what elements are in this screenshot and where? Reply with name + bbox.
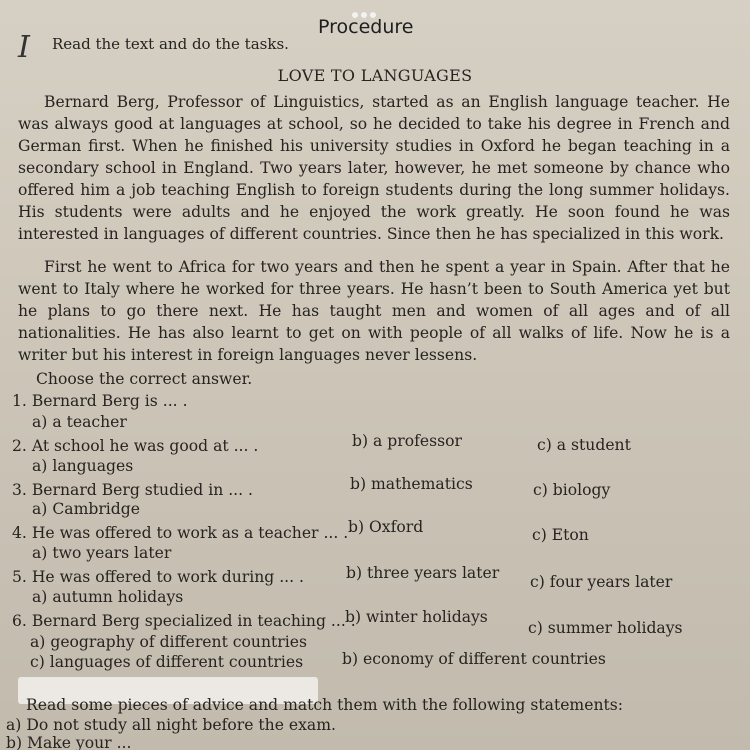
option-1b: b) a professor [352, 432, 462, 450]
option-2c: c) biology [533, 481, 611, 499]
option-5c: c) summer holidays [528, 619, 683, 637]
quiz-instruction: Choose the correct answer. [36, 370, 253, 388]
option-6a: a) geography of different countries [30, 633, 307, 651]
next-task-instruction: Read some pieces of advice and match them with the following statements: [26, 696, 624, 714]
option-2b: b) mathematics [350, 475, 473, 493]
question-2: 2. At school he was good at ... . [12, 437, 259, 455]
text-paragraph: Bernard Berg, Professor of Linguistics, started as an English language teacher. He was always good at languages at school, so he decided to take his degree in French and German first. When he finished his university studies in Oxford he began teaching in a secondary school in England. Two years later, however, he met someone by chance who offered him a job teaching English to foreign students during the long summer holidays. His students were adults and he enjoyed the work greatly. He soon found he was interested in languages of different countries. Since then he has specialized in this work. [18, 93, 730, 243]
option-4a: a) two years later [32, 544, 172, 562]
question-3: 3. Bernard Berg studied in ... . [12, 481, 254, 499]
advice-item-b: b) Make your ... [6, 734, 132, 750]
option-4c: c) four years later [530, 573, 673, 591]
option-2a: a) languages [32, 457, 134, 475]
text-heading: LOVE TO LANGUAGES [277, 66, 473, 85]
question-5: 5. He was offered to work during ... . [12, 568, 304, 586]
option-5b: b) winter holidays [345, 608, 488, 626]
option-3b: b) Oxford [348, 518, 424, 536]
app-title: Procedure [318, 16, 414, 38]
advice-item-a: a) Do not study all night before the exam. [6, 716, 336, 734]
question-1: 1. Bernard Berg is ... . [12, 392, 188, 410]
task-instruction: Read the text and do the tasks. [52, 35, 289, 53]
option-3c: c) Eton [532, 526, 589, 544]
task-number: I [18, 30, 30, 65]
option-6b: b) economy of different countries [342, 650, 606, 668]
option-3a: a) Cambridge [32, 500, 140, 518]
option-5a: a) autumn holidays [32, 588, 184, 606]
question-4: 4. He was offered to work as a teacher ... . [12, 524, 349, 542]
option-4b: b) three years later [346, 564, 500, 582]
option-1a: a) a teacher [32, 413, 127, 431]
question-6: 6. Bernard Berg specialized in teaching ... . [12, 612, 356, 630]
option-6c: c) languages of different countries [30, 653, 304, 671]
text-paragraph: First he went to Africa for two years and then he spent a year in Spain. After that he went to Italy where he worked for three years. He hasn’t been to South America yet but he plans to go there next. He has taught men and women of all ages and of all nationalities. He has also learnt to get on with people of all walks of life. Now he is a writer but his interest in foreign languages never lessens. [18, 258, 730, 364]
option-1c: c) a student [537, 436, 631, 454]
